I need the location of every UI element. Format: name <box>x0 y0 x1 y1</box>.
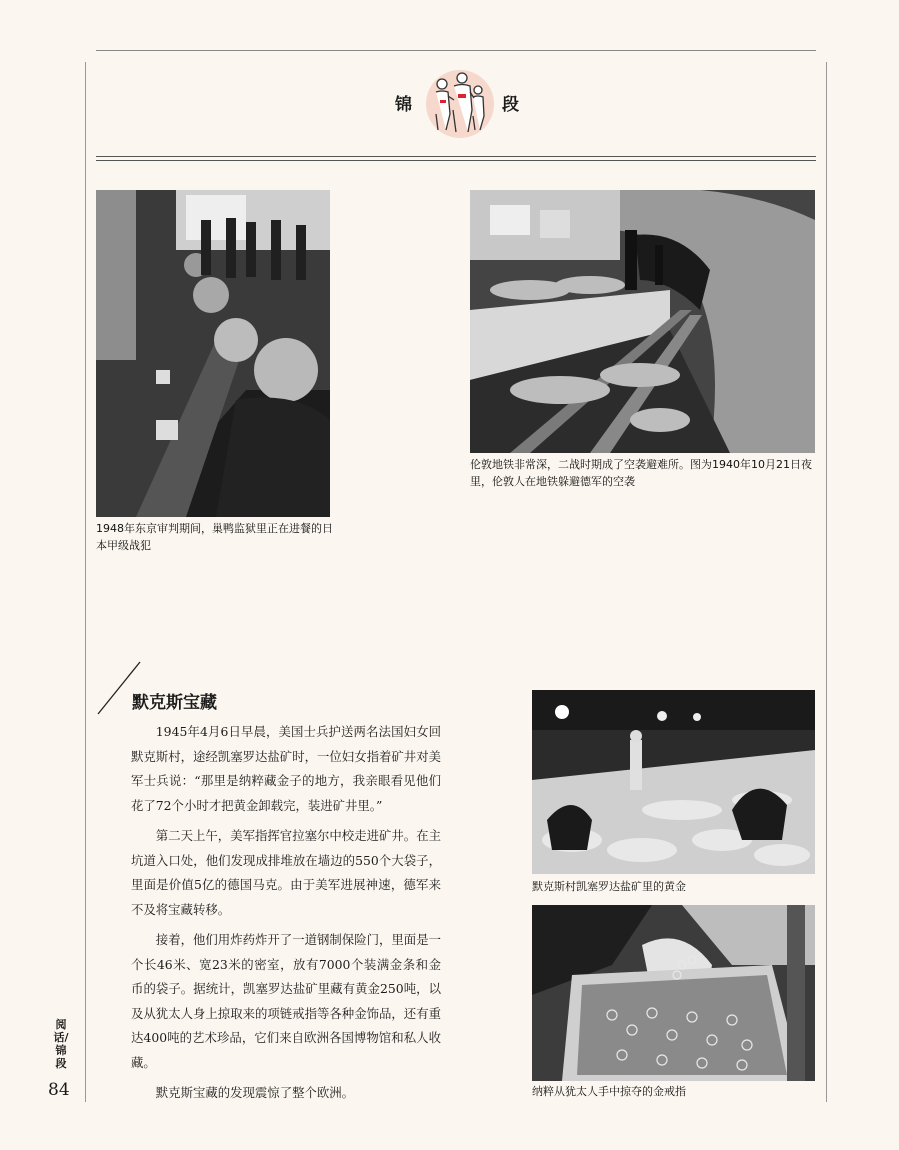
folio-label: 阅话/锦段 <box>53 1018 69 1070</box>
photo-london-underground <box>470 190 815 453</box>
header-rule-1 <box>96 156 816 157</box>
article-paragraph-2: 第二天上午，美军指挥官拉塞尔中校走进矿井。在主坑道入口处，他们发现成排堆放在墙边的550个大袋子，里面是价值5亿的德国马克。由于美军进展神速，德军来不及将宝藏转移。 <box>131 828 441 917</box>
caption-gold-rings: 纳粹从犹太人手中掠夺的金戒指 <box>532 1085 686 1098</box>
article-paragraph-1: 1945年4月6日早晨，美国士兵护送两名法国妇女回默克斯村，途经凯塞罗达盐矿时，一位妇女指着矿井对美军士兵说：“那里是纳粹藏金子的地方，我亲眼看见他们花了72个小时才把黄金卸载完，装进矿井里。” <box>131 724 441 813</box>
page-number: 84 <box>48 1080 70 1100</box>
caption-salt-mine-gold: 默克斯村凯塞罗达盐矿里的黄金 <box>532 880 686 893</box>
article-body <box>131 720 441 1112</box>
photo-salt-mine-gold <box>532 690 815 874</box>
caption-london-underground: 伦敦地铁非常深，二战时期成了空袭避难所。图为1940年10月21日夜里，伦敦人在地铁躲避德军的空袭 <box>470 458 812 488</box>
top-rule <box>96 50 816 51</box>
article-paragraph-3: 接着，他们用炸药炸开了一道钢制保险门，里面是一个长46米、宽23米的密室，放有7000个装满金条和金币的袋子。据统计，凯塞罗达盐矿里藏有黄金250吨，以及从犹太人身上掠取来的项链戒指等各种金饰品，还有重达400吨的艺术珍品，它们来自欧洲各国博物馆和私人收藏。 <box>131 932 441 1070</box>
left-margin-line <box>85 62 86 1102</box>
photo-gold-rings <box>532 905 815 1081</box>
article-paragraph-4: 默克斯宝藏的发现震惊了整个欧洲。 <box>155 1085 355 1100</box>
figures-emblem-icon <box>420 66 500 140</box>
column-title-left: 锦 <box>395 95 414 115</box>
header-rule-2 <box>96 160 816 161</box>
article-title: 默克斯宝藏 <box>132 693 217 713</box>
photo-prison-meal <box>96 190 330 517</box>
right-margin-line <box>826 62 827 1102</box>
caption-prison-meal: 1948年东京审判期间，巢鸭监狱里正在进餐的日本甲级战犯 <box>96 522 333 552</box>
column-title-right: 段 <box>502 95 521 115</box>
